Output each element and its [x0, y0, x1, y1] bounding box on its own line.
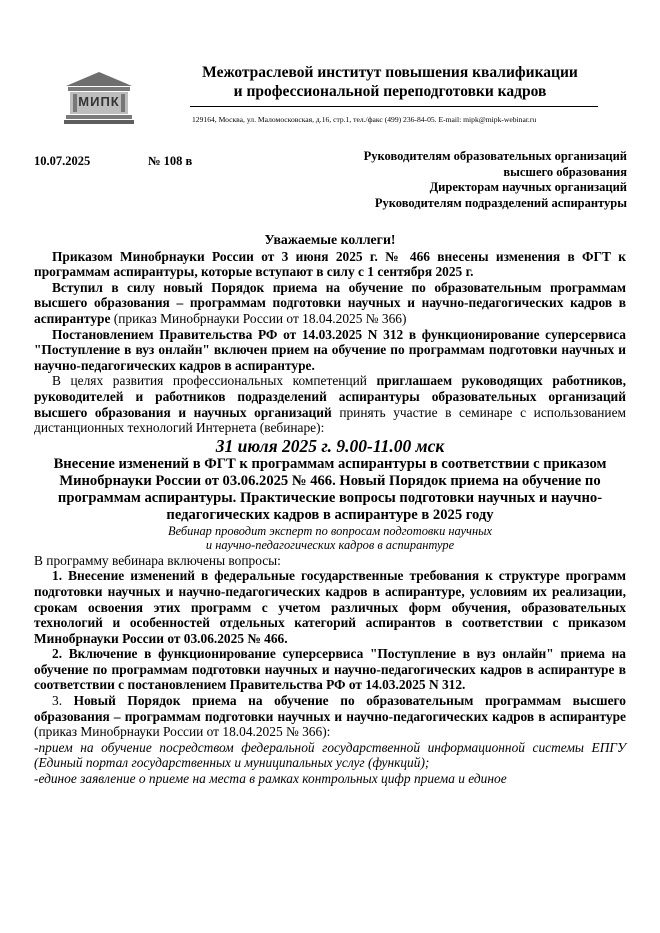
letter-date: 10.07.2025 [34, 154, 91, 168]
letter-number: № 108 в [148, 154, 193, 168]
institute-title-line2: и профессиональной переподготовки кадров [233, 83, 547, 100]
new-procedure-order: (приказ Минобрнауки России от 18.04.2025 № 366) [110, 310, 407, 326]
paragraph-invitation [34, 373, 626, 435]
paragraph-government-decree: Постановлением Правительства РФ от 14.03.2025 N 312 в функционирование суперсервиса "Поступление в вуз онлайн" включен прием на обучение по программам подготовки научных и научно-педагогических кадров в аспирантуре. [34, 326, 626, 373]
program-item-2-text: Включение в функционирование суперсервиса "Поступление в вуз онлайн" приема на обучение по программам подготовки научных и научно-педагогических кадров в аспирантуре в соответствии с постановлением Правительства РФ от 14.03.2025 N 312. [34, 646, 626, 693]
webinar-subtitle-line2: и научно-педагогических кадров в аспирантуре [205, 538, 455, 553]
invitation-start: В целях развития профессиональных компетенций [52, 373, 377, 389]
paragraph-new-procedure [34, 280, 626, 327]
webinar-subtitle-line1: Вебинар проводит эксперт по вопросам подготовки научных [168, 523, 492, 538]
program-item-1 [34, 568, 626, 646]
program-intro: В программу вебинара включены вопросы: [34, 552, 281, 568]
webinar-title: Внесение изменений в ФГТ к программам аспирантуры в соответствии с приказом Минобрнауки России от 03.06.2025 № 466. Новый Порядок приема на обучение по программам аспирантуры. Практические вопросы подготовки научных и научно-педагогических кадров в аспирантуре в 2025 году [53, 455, 607, 523]
logo-text: МИПК [78, 94, 120, 109]
new-procedure-bold: Вступил в силу новый Порядок приема на обучение по образовательным программам высшего образования – программам подготовки научных и научно-педагогических кадров в аспирантуре [34, 279, 626, 326]
program-subitem-2: -единое заявление о приеме на места в рамках контрольных цифр приема и единое [34, 771, 507, 787]
program-item-3-bold: Новый Порядок приема на обучение по образовательным программам высшего образования – программам подготовки научных и научно-педагогических кадров в аспирантуре [34, 693, 626, 724]
recipient-line: Руководителям подразделений аспирантуры [374, 195, 627, 210]
recipient-line: Руководителям образовательных организаций [363, 149, 627, 163]
program-item-3 [34, 693, 626, 740]
institute-title [150, 63, 630, 101]
institute-logo [64, 70, 134, 124]
recipient-line: Директорам научных организаций [429, 180, 627, 195]
program-item-2 [34, 646, 626, 693]
greeting: Уважаемые коллеги! [264, 232, 396, 247]
program-item-3-number: 3. [52, 693, 63, 709]
program-item-3-tail: (приказ Минобрнауки России от 18.04.2025 № 366): [34, 724, 331, 740]
program-item-2-number: 2. [52, 646, 63, 662]
institute-title-line1: Межотраслевой институт повышения квалификации [202, 64, 578, 81]
program-item-1-number: 1. [52, 568, 63, 584]
program-item-1-text: Внесение изменений в федеральные государственные требования к структуре программ подготовки научных и научно-педагогических кадров в аспирантуре, условиям их реализации, срокам освоения этих программ с учетом различных форм обучения, образовательных технологий и особенностей отдельных категорий аспирантов в соответствии с приказом Минобрнауки России от 03.06.2025 № 466. [34, 568, 626, 646]
paragraph-fgt-changes: Приказом Минобрнауки России от 3 июня 2025 г. № 466 внесены изменения в ФГТ к программам аспирантуры, которые вступают в силу с 1 сентября 2025 г. [34, 248, 626, 280]
program-subitem-1: -прием на обучение посредством федеральной государственной информационной системы ЕПГУ (Единый портал государственных и муниципальных услуг (функций); [34, 739, 626, 771]
invitation-end: принять участие в семинаре с использованием дистанционных технологий Интернета (вебинаре): [34, 404, 626, 436]
recipient-line: высшего образования [503, 164, 627, 179]
letter-body [34, 232, 626, 787]
institute-address: 129164, Москва, ул. Маломосковская, д.16, стр.1, тел./факс (499) 236-84-05. E-mail: mipk@mipk-webinar.ru [192, 115, 537, 124]
header-divider [190, 106, 598, 107]
invitation-audience: приглашаем руководящих работников, руководителей и работников подразделений аспирантуры образовательных организаций высшего образования и научных организаций [34, 373, 626, 420]
recipients-block [364, 149, 627, 211]
webinar-date: 31 июля 2025 г. 9.00-11.00 мск [215, 435, 445, 456]
